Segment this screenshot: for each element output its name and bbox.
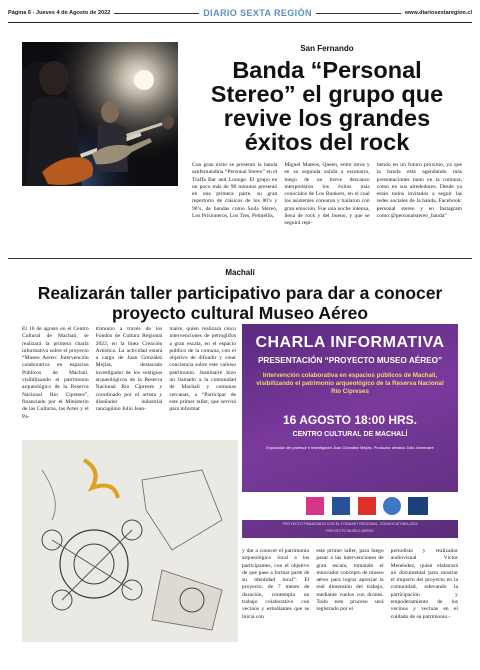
article2-column-1: El 16 de agosto en el Centro Cultural de Machalí, se realizará la primera charla informativa sobre el proyecto “Museo Aéreo: Intervención colaborativa en espacios Públicos de Machali, visibilizando el patrimonio arqueológico de la Reserva Nacional Río Cipreses”, financiado por el Ministerio de las Culturas, las Artes y el Pa- — [22, 326, 89, 420]
top-divider — [8, 22, 472, 23]
article2-column-6: periodista y realizador audiovisual Víctor Menéndez, quien elaborará un documental para mostrar el impacto del proyecto en la comunidad, relevando la participación y empoderamiento de los vecinos y vecinas en el cuidado de su patrimonio.- — [390, 548, 458, 620]
poster-venue: CENTRO CULTURAL DE MACHALÍ — [292, 431, 408, 438]
header-rule-right — [316, 13, 401, 14]
poster-details: Exposición del profesor e investigador Juan González Mejías. Productor artístico Julio Jeanmaire — [266, 445, 434, 450]
poster-title: CHARLA INFORMATIVA — [255, 334, 445, 351]
poster-description: Intervención colaborativa en espacios públicos de Machalí, visibilizando el patrimonio arqueológico de la Reserva Nacional Río Cipreses — [256, 372, 444, 396]
article1-body — [192, 162, 462, 248]
article1-column-2: Miguel Mateos, Queen, entre otros y en su segunda salida a escenario, luego de un breve descanso interpretaron los éxitos más conocidos de Los Bunkers, en el cual los asistentes corearon y bailaron con gran emoción. Fue una noche intensa, llena de rock y del bueno, y que se seguirá repi- — [284, 162, 370, 227]
article-divider — [8, 258, 472, 259]
article2-column-3: maire, quien realizará cinco intervenciones de petroglifos a gran escala, en el espacio público de la comuna, con el objetivo de difundir y crear conciencia sobre este valioso patrimonio. Jeanmaire hizo un llamado a la comunidad de Machalí y comunas cercanas, a “Participar de este primer taller, que servirá para informar — [169, 326, 237, 413]
article2-body-bottom — [242, 548, 458, 640]
page-date: Página 6 - Jueves 4 de Agosto de 2022 — [8, 10, 111, 16]
section-san-fernando: San Fernando — [300, 44, 354, 53]
masthead: DIARIO SEXTA REGIÓN — [203, 8, 312, 18]
section-machali: Machalí — [225, 268, 255, 277]
sponsor-logos — [242, 492, 458, 520]
article1-column-3: tiendo en un futuro próximo, ya que la banda está agendando más presentaciones tanto en la comuna, como en sus alrededores. Desde ya están todos invitados a seguir las redes sociales de la banda, Facebook: personal stereo y en Instagram como:@personalstereo_banda” — [376, 162, 462, 220]
header-rule-left — [114, 13, 199, 14]
article1-column-1: Con gran éxito se presentó la banda sanfernandina “Personal Stereo” en el Traffa Bar and Lounge. El grupo en un poco más de 90 minutos presentó en una primera parte, su gran repertorio de clásicos de los 80’s y 90’s, de bandas como Soda Stereo, Los Prisioneros, Los Tres, Petinellis, — [192, 162, 278, 220]
article2-body-top — [22, 326, 236, 438]
article2-column-4: y dar a conocer el patrimonio arqueológico local a los participantes, con el objetivo de que pase a formar parte de su identidad local”. El proyecto, de 7 meses de duración, contempla un trabajo colaborativo con vecinos y estudiantes que se inicia con — [242, 548, 310, 620]
headline-personal-stereo: Banda “Personal Stereo” el grupo que revive los grandes éxitos del rock — [210, 57, 444, 155]
museo-aereo-sketch — [22, 440, 238, 642]
headline-museo-aereo: Realizarán taller participativo para dar a conocer proyecto cultural Museo Aéreo — [37, 283, 443, 323]
site-url: www.diariosextaregion.cl — [404, 10, 472, 16]
poster-credit: PROYECTO FINANCIADO CON EL FONDART REGIONAL, CONVOCATORIA 2022 — [282, 522, 418, 526]
poster-date: 16 AGOSTO 18:00 HRS. — [282, 413, 418, 427]
poster-footer: PROYECTO MUSEO AÉREO — [326, 529, 374, 533]
article2-column-2: trimonio a través de los Fondos de Cultura Regional 2022, en la línea Creación Artística. La actividad estará a cargo de Juan González Mejías, destacado investigador de los vestigios arqueológicos de la Reserva Nacional Río Cipreses y coordinado por el artista y diseñador industrial rancagüino Julio Jean- — [95, 326, 163, 413]
poster-subtitle: PRESENTACIÓN “PROYECTO MUSEO AÉREO” — [257, 356, 443, 365]
charla-poster — [242, 324, 458, 538]
band-photo — [22, 42, 178, 186]
page-header — [8, 6, 472, 20]
article2-column-5: este primer taller, para luego pasar a las intervenciones de gran escala, tomando el innovador concepto de museo aéreo para lograr apreciar la real dimensión del trabajo, mediante vuelos con drones. Todo este proceso será registrado por el — [316, 548, 384, 613]
